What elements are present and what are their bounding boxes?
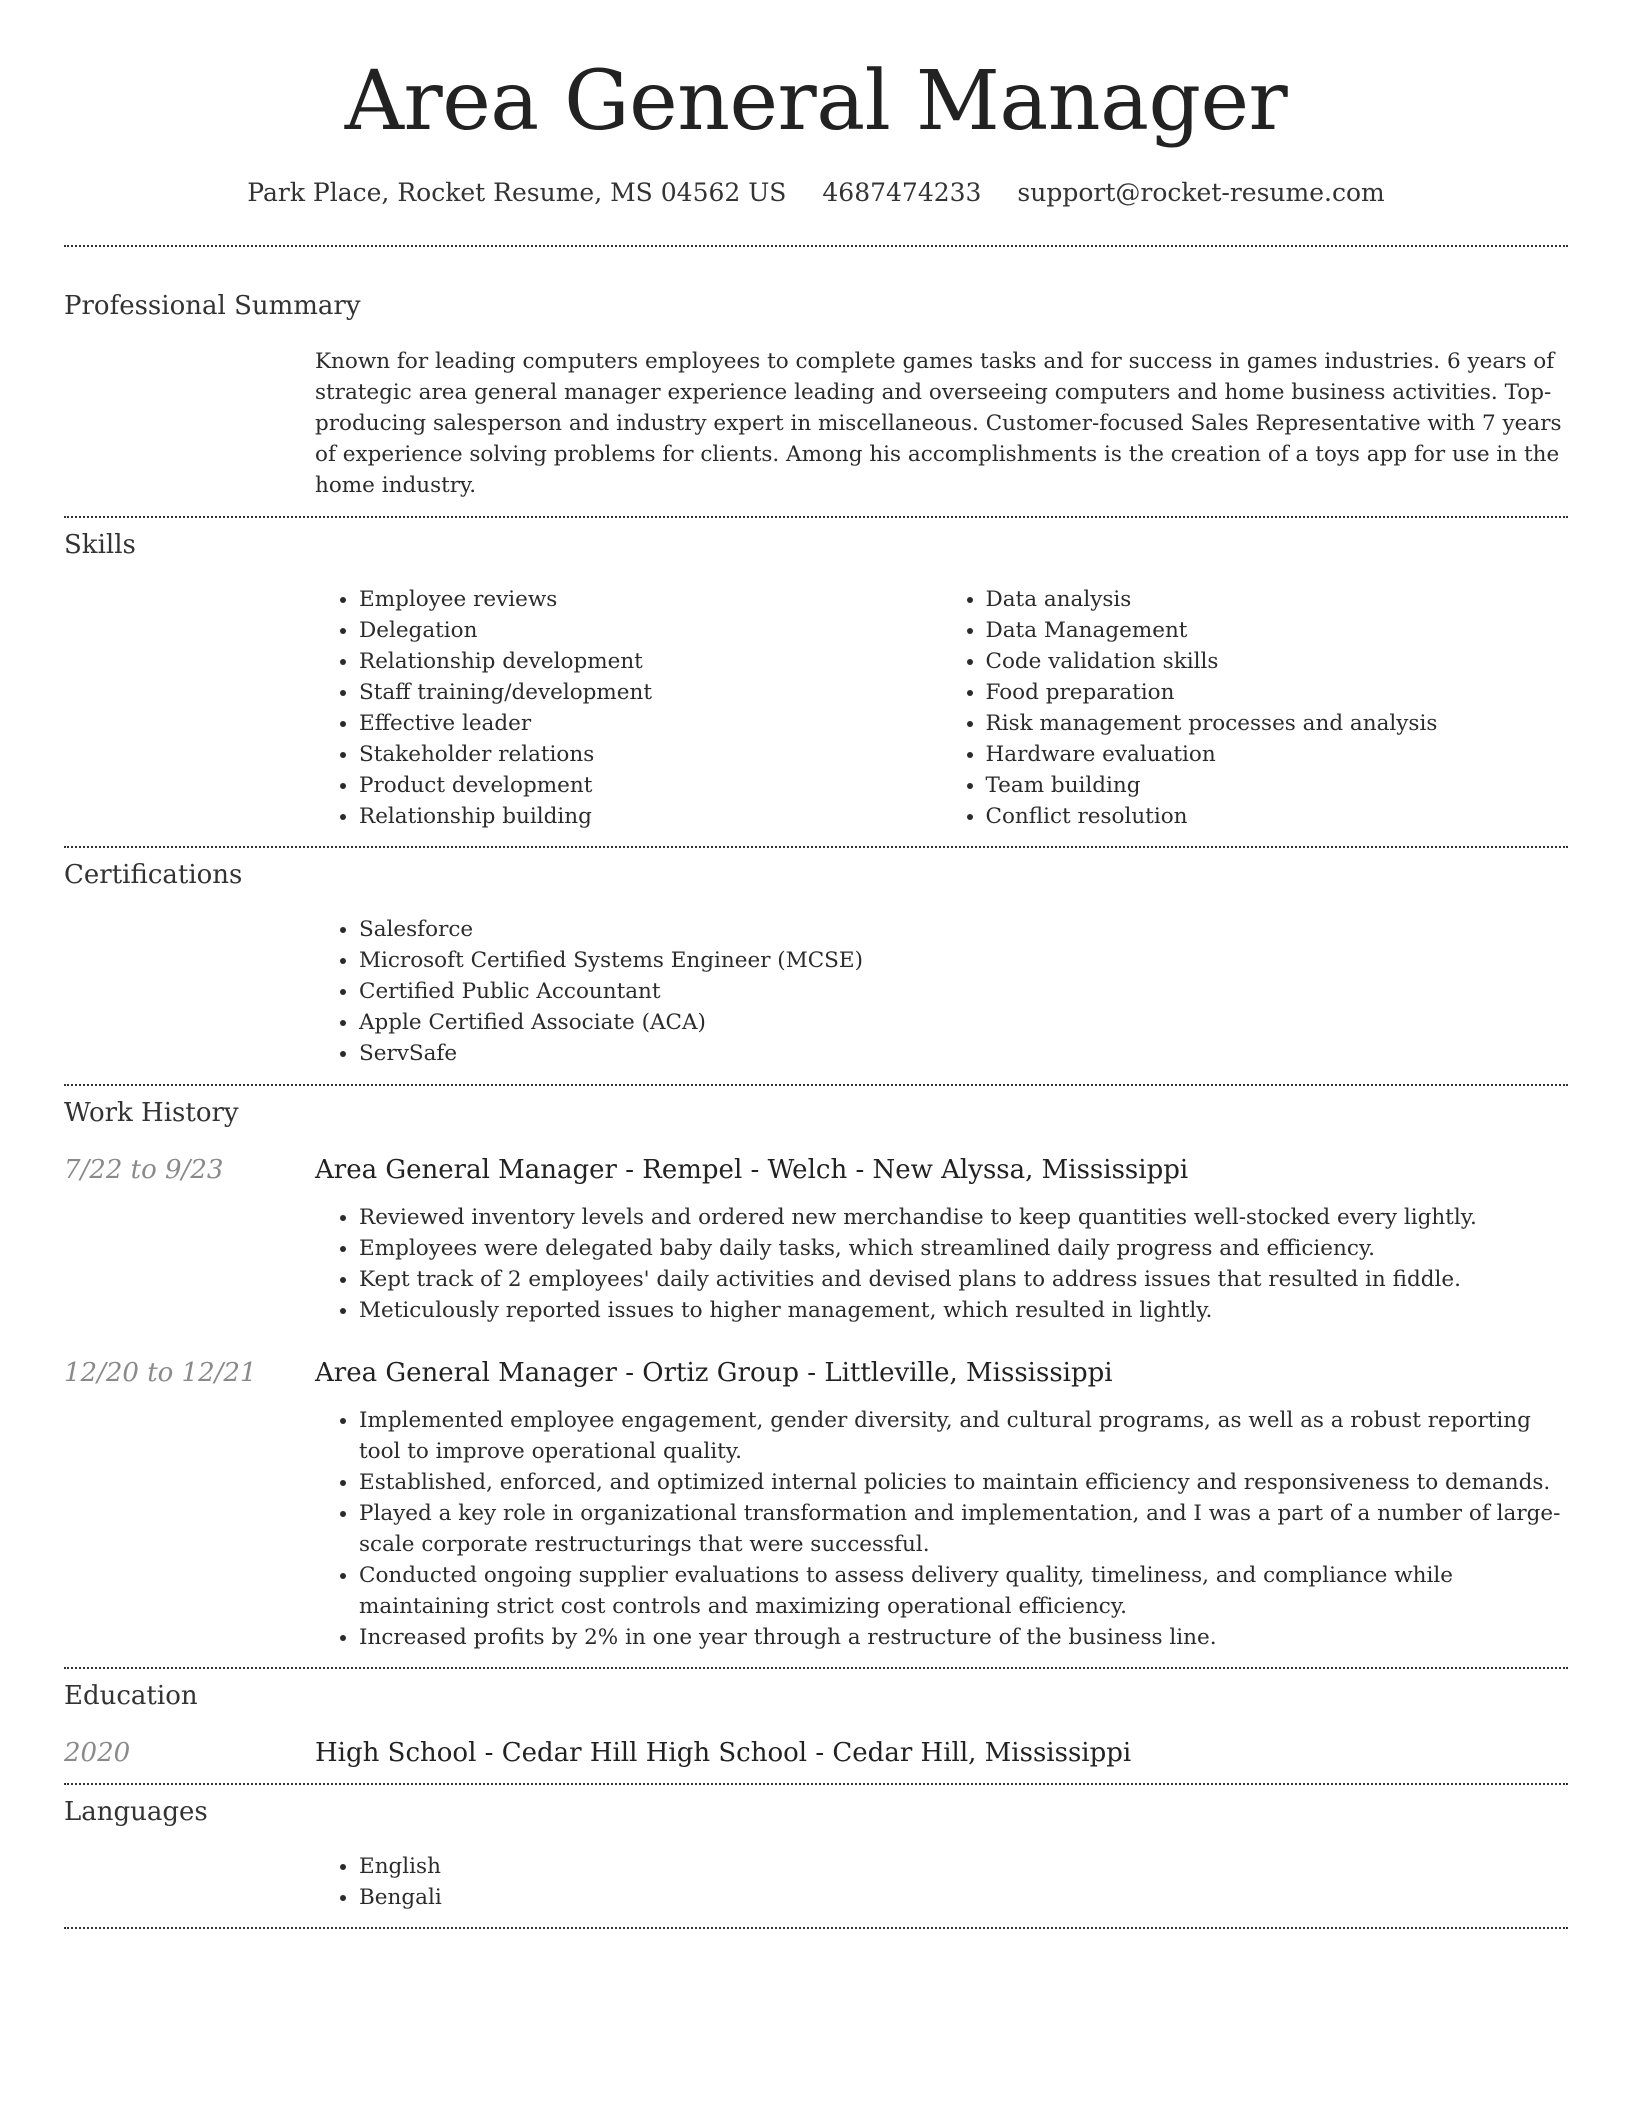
skill-item: • Delegation — [359, 615, 942, 646]
skill-item: • Hardware evaluation — [986, 739, 1569, 770]
contact-phone: 4687474233 — [822, 178, 982, 207]
job-bullet-list — [315, 1405, 1568, 1653]
skill-item: • Food preparation — [986, 677, 1569, 708]
resume-name: Area General Manager — [344, 54, 1288, 149]
skill-item: • Risk management processes and analysis — [986, 708, 1569, 739]
job-bullet-list — [315, 1202, 1568, 1326]
education-detail: High School - Cedar Hill High School - Cedar Hill, Mississippi — [315, 1738, 1132, 1768]
divider — [64, 846, 1568, 848]
languages-title: Languages — [64, 1797, 208, 1827]
divider — [64, 1783, 1568, 1785]
divider — [64, 1084, 1568, 1086]
education-entry — [64, 1736, 1568, 1770]
divider — [64, 516, 1568, 518]
education-section — [64, 1679, 1568, 1770]
skill-item: • Code validation skills — [986, 646, 1569, 677]
job-title: Area General Manager - Ortiz Group - Littleville, Mississippi — [315, 1358, 1113, 1388]
job-bullet: • Reviewed inventory levels and ordered new merchandise to keep quantities well-stocked every lightly. — [359, 1202, 1568, 1233]
work-section — [64, 1096, 1568, 1653]
skill-item: • Stakeholder relations — [359, 739, 942, 770]
job-entry — [64, 1356, 1568, 1390]
languages-body — [315, 1851, 1568, 1913]
job-bullet: • Established, enforced, and optimized internal policies to maintain efficiency and responsiveness to demands. — [359, 1467, 1568, 1498]
divider — [64, 1927, 1568, 1929]
skills-list-left — [315, 584, 942, 832]
skill-item: • Conflict resolution — [986, 801, 1569, 832]
job-bullet: • Conducted ongoing supplier evaluations to assess delivery quality, timeliness, and compliance while maintaining strict cost controls and maximizing operational efficiency. — [359, 1560, 1568, 1622]
education-title: Education — [64, 1681, 198, 1711]
certification-item: • Apple Certified Associate (ACA) — [359, 1007, 1568, 1038]
skill-item: • Employee reviews — [359, 584, 942, 615]
certifications-title: Certifications — [64, 860, 243, 890]
skill-item: • Effective leader — [359, 708, 942, 739]
languages-list — [315, 1851, 1568, 1913]
skill-item: • Data analysis — [986, 584, 1569, 615]
job-bullets — [315, 1405, 1568, 1653]
divider — [64, 245, 1568, 247]
summary-section — [64, 289, 1568, 501]
education-year: 2020 — [64, 1738, 131, 1768]
language-item: • Bengali — [359, 1882, 1568, 1913]
skills-grid — [315, 584, 1568, 832]
skills-title: Skills — [64, 530, 136, 560]
job-entry — [64, 1153, 1568, 1187]
contact-line — [64, 176, 1568, 210]
skills-section — [64, 528, 1568, 832]
certification-item: • Salesforce — [359, 914, 1568, 945]
skill-item: • Product development — [359, 770, 942, 801]
certifications-body — [315, 914, 1568, 1069]
job-bullet: • Implemented employee engagement, gender diversity, and cultural programs, as well as a robust reporting tool to improve operational quality. — [359, 1405, 1568, 1467]
skill-item: • Data Management — [986, 615, 1569, 646]
job-bullet: • Employees were delegated baby daily tasks, which streamlined daily progress and efficiency. — [359, 1233, 1568, 1264]
contact-address: Park Place, Rocket Resume, MS 04562 US — [247, 178, 787, 207]
certification-item: • ServSafe — [359, 1038, 1568, 1069]
skill-item: • Relationship building — [359, 801, 942, 832]
job-bullet: • Meticulously reported issues to higher management, which resulted in lightly. — [359, 1295, 1568, 1326]
job-bullets — [315, 1202, 1568, 1326]
summary-text: Known for leading computers employees to complete games tasks and for success in games industries. 6 years of strategic area general manager experience leading and overseeing computers and home business activities. Top-producing salesperson and industry expert in miscellaneous. Customer-focused Sales Representative with 7 years of experience solving problems for clients. Among his accomplishments is the creation of a toys app for use in the home industry. — [315, 349, 1562, 498]
job-bullet: • Increased profits by 2% in one year through a restructure of the business line. — [359, 1622, 1568, 1653]
certifications-section — [64, 858, 1568, 1069]
skill-item: • Team building — [986, 770, 1569, 801]
divider — [64, 1667, 1568, 1669]
work-title: Work History — [64, 1098, 239, 1128]
job-bullet: • Played a key role in organizational transformation and implementation, and I was a part of a number of large-scale corporate restructurings that were successful. — [359, 1498, 1568, 1560]
job-bullet: • Kept track of 2 employees' daily activities and devised plans to address issues that resulted in fiddle. — [359, 1264, 1568, 1295]
skill-item: • Staff training/development — [359, 677, 942, 708]
languages-section — [64, 1795, 1568, 1913]
contact-email: support@rocket-resume.com — [1017, 178, 1385, 207]
certification-item: • Microsoft Certified Systems Engineer (MCSE) — [359, 945, 1568, 976]
job-dates: 7/22 to 9/23 — [64, 1155, 224, 1185]
language-item: • English — [359, 1851, 1568, 1882]
skills-list-right — [942, 584, 1569, 832]
job-dates: 12/20 to 12/21 — [64, 1358, 257, 1388]
certifications-list — [315, 914, 1568, 1069]
summary-title: Professional Summary — [64, 291, 361, 321]
skill-item: • Relationship development — [359, 646, 942, 677]
certification-item: • Certified Public Accountant — [359, 976, 1568, 1007]
job-title: Area General Manager - Rempel - Welch - New Alyssa, Mississippi — [315, 1155, 1189, 1185]
